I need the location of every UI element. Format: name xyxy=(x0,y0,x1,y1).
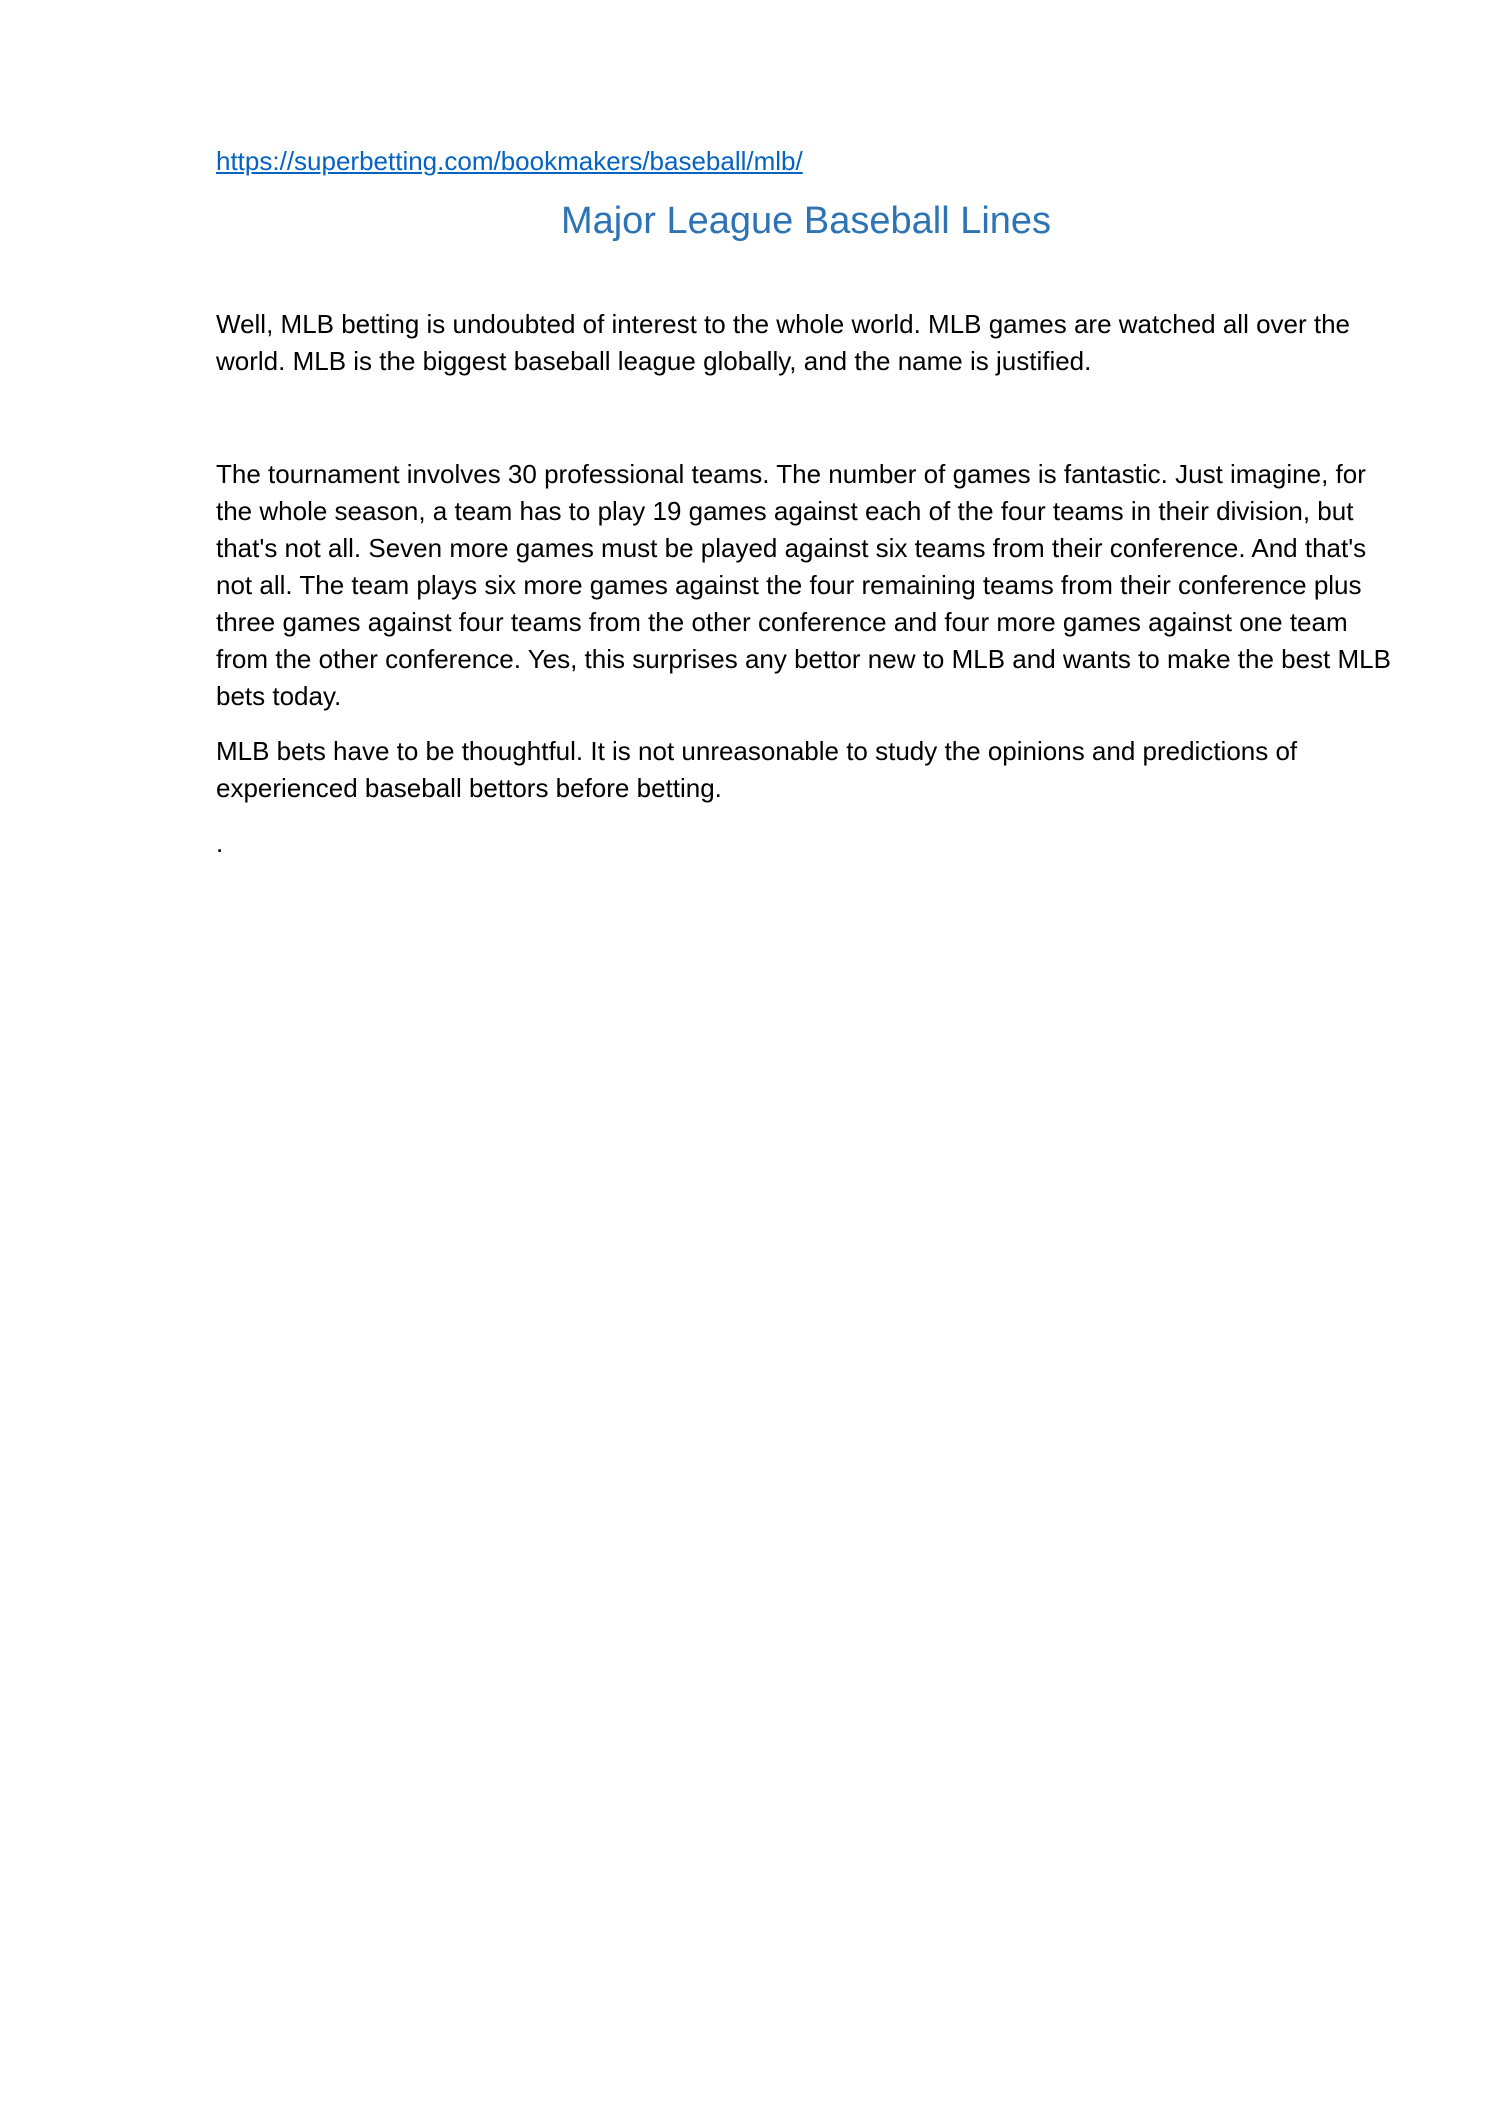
paragraph-trailing-dot: . xyxy=(216,828,224,858)
document-content xyxy=(216,143,1396,862)
paragraph-tournament: The tournament involves 30 professional teams. The number of games is fantastic. Just imagine, for the whole season, a team has to play 19 games against each of the four teams in their division, but that's not all. Seven more games must be played against six teams from their conference. And that's not all. The team plays six more games against the four remaining teams from their conference plus three games against four teams from the other conference and four more games against one team from the other conference. Yes, this surprises any bettor new to MLB and wants to make the best MLB bets today. xyxy=(216,459,1391,711)
paragraph-advice: MLB bets have to be thoughtful. It is not unreasonable to study the opinions and predictions of experienced baseball bettors before betting. xyxy=(216,736,1298,803)
source-link[interactable]: https://superbetting.com/bookmakers/baseball/mlb/ xyxy=(216,146,803,176)
paragraph-intro: Well, MLB betting is undoubted of interest to the whole world. MLB games are watched all over the world. MLB is the biggest baseball league globally, and the name is justified. xyxy=(216,309,1351,376)
document-title: Major League Baseball Lines xyxy=(560,200,1052,242)
